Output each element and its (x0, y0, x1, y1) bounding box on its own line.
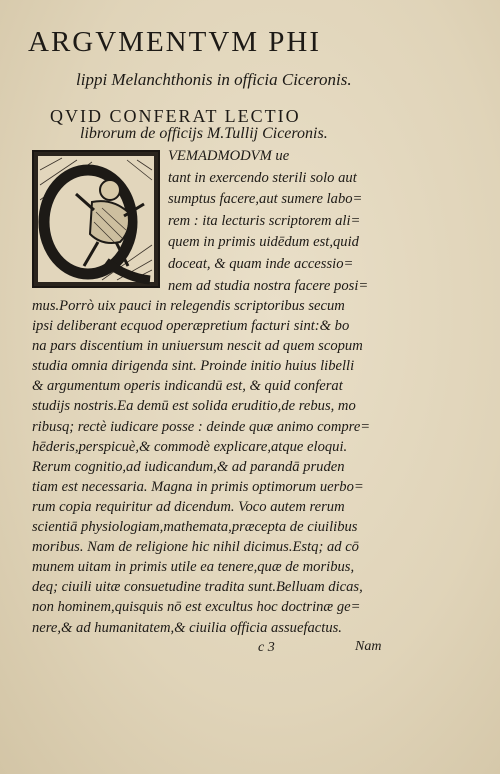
section-subheading: librorum de officijs M.Tullij Ciceronis. (80, 125, 328, 142)
text-line: mus.Porrò uix pauci in relegendis scriptoribus secum (32, 298, 345, 314)
text-line: studijs nostris.Ea demū est solida eruditio,de rebus, mo (32, 398, 356, 415)
text-line: hēderis,perspicuè,& commodè explicare,atque eloqui. (32, 438, 348, 455)
text-line: deq; ciuili uitæ consuetudine tradita sunt.Belluam dicas, (32, 579, 363, 596)
text-line: na pars discentium in uniuersum nescit ad quem scopum (32, 338, 363, 355)
text-line: Rerum cognitio,ad iudicandum,& ad parandā pruden (32, 458, 345, 475)
woodcut-initial-icon (32, 150, 160, 288)
text-line: rem : ita lecturis scriptorem ali= (168, 212, 361, 229)
text-line: studia omnia dirigenda sint. Proinde initio huius libelli (32, 358, 355, 375)
text-line: & argumentum operis indicandū est, & quid conferat (32, 378, 343, 395)
catchword: Nam (355, 639, 382, 654)
text-line: rum copia requiritur ad dicendum. Voco autem rerum (32, 498, 345, 515)
text-line: ribusq; rectè iudicare posse : deinde quæ animo compre= (32, 418, 371, 435)
body-text (32, 296, 394, 638)
text-line: tiam est necessaria. Magna in primis optimorum uerbo= (32, 478, 364, 495)
text-line: nem ad studia nostra facere posi= (168, 277, 369, 294)
text-line: moribus. Nam de religione hic nihil dicimus.Estq; ad cō (32, 539, 359, 556)
signature-mark: c 3 (258, 640, 275, 655)
text-line: tant in exercendo sterili solo aut (168, 169, 357, 186)
text-line: VEMADMODVM ue (168, 148, 290, 164)
section-heading: QVID CONFERAT LECTIO (50, 106, 301, 126)
page-title: ARGVMENTVM PHI (28, 26, 322, 58)
text-line: sumptus facere,aut sumere labo= (168, 191, 363, 208)
text-line: doceat, & quam inde accessio= (168, 255, 354, 272)
body-text-beside-initial (168, 146, 393, 297)
text-line: scientiā physiologiam,mathemata,præcepta de ciuilibus (32, 519, 358, 536)
text-line: non hominem,quisquis nō est excultus hoc doctrinæ ge= (32, 599, 361, 616)
text-line: nere,& ad humanitatem,& ciuilia officia assuefactus. (32, 619, 342, 636)
text-line: quem in primis uidēdum est,quid (168, 234, 359, 251)
page-subtitle: lippi Melanchthonis in officia Ciceronis. (76, 70, 352, 89)
text-line: ipsi deliberant ecquod operæpretium facturi sint:& bo (32, 318, 350, 335)
text-line: munem uitam in primis utile ea tenere,quæ de moribus, (32, 559, 355, 576)
